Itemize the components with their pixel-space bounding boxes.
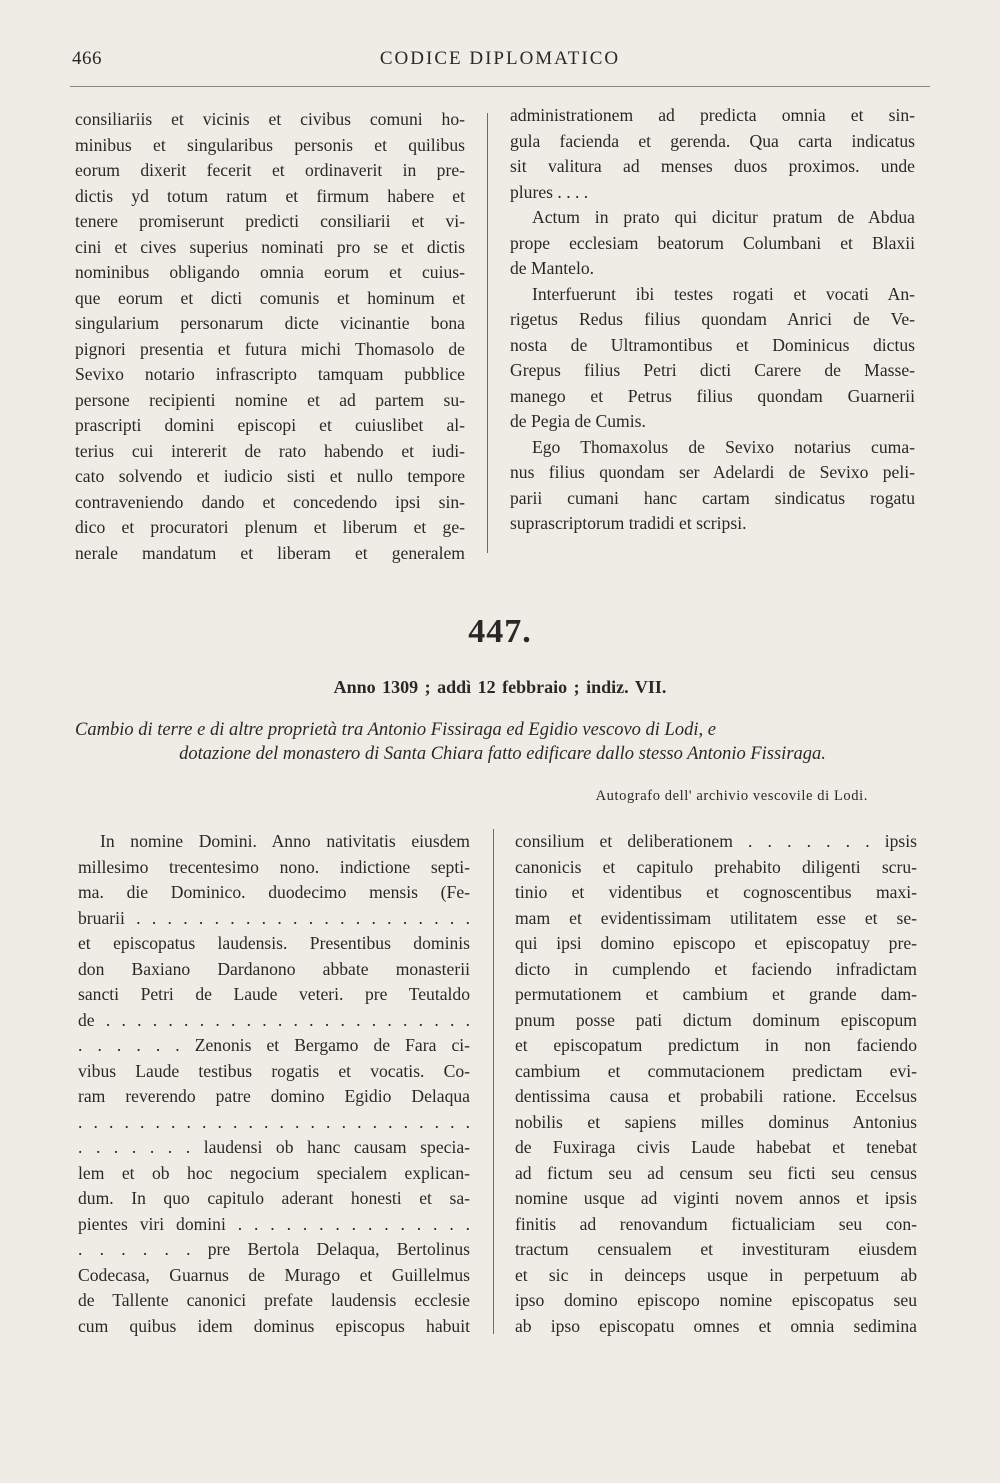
document-number: 447. (468, 613, 532, 650)
text-line: plures . . . . (510, 181, 589, 202)
document-summary (75, 718, 930, 766)
text-line: rigetus Redus filius quondam Anrici de Ve- (510, 309, 915, 329)
text-line: bruarii . . . . . . . . . . . . . . . . . . . . . . (78, 907, 470, 928)
text-line: . . . . . . pre Bertola Delaqua, Bertolinus (78, 1239, 470, 1259)
bottom-left-column (78, 829, 470, 1339)
text-line: dum. In quo capitulo aderant honesti et sa- (78, 1188, 470, 1208)
text-line: suprascriptorum tradidi et scripsi. (510, 513, 747, 533)
top-right-column (510, 103, 915, 537)
text-line: nobilis et sapiens milles dominus Antonius (515, 1111, 917, 1132)
running-title: CODICE DIPLOMATICO (379, 48, 621, 69)
text-line: tenere promiserunt predicti consiliarii et vi- (75, 211, 465, 231)
text-line: Interfuerunt ibi testes rogati et vocati An- (532, 283, 915, 304)
text-line: administrationem ad predicta omnia et sin- (510, 105, 915, 125)
text-line: tinio et videntibus et cognoscentibus maxi- (515, 882, 917, 902)
text-line: et episcopatum predictum in non faciendo (515, 1035, 917, 1055)
text-line: pignori presentia et futura michi Thomasolo de (75, 338, 465, 359)
text-line: lem et ob hoc negocium specialem explican- (78, 1162, 470, 1183)
text-line: sancti Petri de Laude veteri. pre Teutaldo (78, 984, 470, 1004)
text-line: millesimo trecentesimo nono. indictione septi- (78, 856, 470, 877)
summary-line: Cambio di terre e di altre proprietà tra Antonio Fissiraga ed Egidio vescovo di Lodi, e (75, 720, 716, 740)
text-line: prope ecclesiam beatorum Columbani et Blaxii (510, 232, 915, 253)
text-line: et sic in deinceps usque in perpetuum ab (515, 1264, 917, 1285)
text-line: consilium et deliberationem . . . . . . . ipsis (515, 831, 917, 851)
text-line: pnum posse pati dictum dominum episcopum (515, 1009, 917, 1030)
text-line: don Baxiano Dardanono abbate monasterii (78, 958, 470, 979)
text-line: ab ipso episcopatu omnes et omnia sedimina (515, 1315, 917, 1336)
text-line: et episcopatus laudensis. Presentibus dominis (78, 933, 470, 953)
text-line: ma. die Dominico. duodecimo mensis (Fe- (78, 882, 470, 902)
text-line: nerale mandatum et liberam et generalem (75, 542, 465, 563)
text-line: cum quibus idem dominus episcopus habuit (78, 1315, 470, 1336)
text-line: mam et evidentissimam utilitatem esse et se- (515, 907, 917, 928)
text-line: nus filius quondam ser Adelardi de Sevixo peli- (510, 462, 915, 482)
text-line: ad fictum seu ad censum seu ficti seu census (515, 1162, 917, 1183)
text-line: persone recipienti nomine et ad partem su- (75, 389, 465, 410)
document-source: Autografo dell' archivio vescovile di Lodi. (595, 788, 868, 804)
text-line: de Fuxiraga civis Laude habebat et tenebat (515, 1137, 917, 1157)
text-line: Ego Thomaxolus de Sevixo notarius cuma- (532, 436, 915, 457)
column-divider (493, 829, 494, 1334)
text-line: de Pegia de Cumis. (510, 411, 646, 431)
text-line: cini et cives superius nominati pro se et dictis (75, 236, 465, 257)
text-line: pientes viri domini . . . . . . . . . . . . . . . (78, 1213, 470, 1234)
text-line: manego et Petrus filius quondam Guarnerii (510, 385, 915, 406)
text-line: tractum censualem et investituram eiusdem (515, 1239, 917, 1259)
text-line: de . . . . . . . . . . . . . . . . . . . . . . . . (78, 1009, 470, 1030)
text-line: que eorum et dicti comunis et hominum et (75, 287, 465, 308)
text-line: qui ipsi domino episcopo et episcopatuy pre- (515, 933, 917, 953)
text-line: . . . . . . . laudensi ob hanc causam specia- (78, 1137, 470, 1157)
text-line: In nomine Domini. Anno nativitatis eiusdem (100, 831, 470, 851)
text-line: canonicis et capitulo prehabito diligenti scru- (515, 856, 917, 877)
text-line: prascripti domini episcopi et cuiuslibet al- (75, 415, 465, 435)
text-line: finitis ad renovandum fictualiciam seu con- (515, 1213, 917, 1234)
text-line: cato solvendo et iudicio sisti et nullo tempore (75, 466, 465, 486)
text-line: sit valitura ad menses duos proximos. unde (510, 156, 915, 176)
text-line: Sevixo notario infrascripto tamquam pubblice (75, 364, 465, 384)
page-number: 466 (72, 48, 102, 69)
text-line: cambium et commutacionem predictam evi- (515, 1060, 917, 1081)
text-line: dico et procuratori plenum et liberum et ge- (75, 517, 465, 537)
text-line: gula facienda et gerenda. Qua carta indicatus (510, 130, 915, 151)
text-line: ipso domino episcopo nomine episcopatus seu (515, 1290, 917, 1310)
text-line: minibus et singularibus personis et quilibus (75, 134, 465, 155)
bottom-right-column (515, 829, 917, 1339)
text-line: . . . . . . Zenonis et Bergamo de Fara ci- (78, 1035, 470, 1055)
text-line: singularium personarum dicte vicinantie bona (75, 313, 465, 333)
text-line: ram reverendo patre domino Egidio Delaqua (78, 1086, 470, 1106)
text-line: de Mantelo. (510, 258, 595, 278)
text-line: . . . . . . . . . . . . . . . . . . . . . . . . . . (78, 1111, 470, 1132)
text-line: Actum in prato qui dicitur pratum de Abdua (532, 207, 915, 227)
text-line: dictis yd totum ratum et firmum habere et (75, 185, 465, 206)
text-line: terius cui intererit de rato habendo et iudi- (75, 440, 465, 461)
text-line: contraveniendo dando et concedendo ipsi sin- (75, 491, 465, 512)
text-line: nominibus obligando omnia eorum et cuius- (75, 262, 465, 282)
text-line: Codecasa, Guarnus de Murago et Guillelmus (78, 1264, 470, 1285)
text-line: dentissima causa et probabili ratione. Eccelsus (515, 1086, 917, 1106)
text-line: consiliariis et vicinis et civibus comuni ho- (75, 109, 465, 129)
text-line: Grepus filius Petri dicti Carere de Masse- (510, 360, 915, 380)
top-left-column (75, 107, 465, 566)
document-date: Anno 1309 ; addì 12 febbraio ; indiz. VII. (333, 677, 667, 697)
summary-line: dotazione del monastero di Santa Chiara fatto edificare dallo stesso Antonio Fissiraga. (179, 744, 826, 764)
text-line: permutationem et cambium et grande dam- (515, 984, 917, 1004)
text-line: eorum dixerit fecerit et ordinaverit in pre- (75, 160, 465, 180)
text-line: nosta de Ultramontibus et Dominicus dictus (510, 334, 915, 355)
text-line: de Tallente canonici prefate laudensis ecclesie (78, 1290, 470, 1310)
text-line: nomine usque ad viginti novem annos et ipsis (515, 1188, 917, 1208)
text-line: parii cumani hanc cartam sindicatus rogatu (510, 487, 915, 508)
text-line: vibus Laude testibus rogatis et vocatis. Co- (78, 1060, 470, 1081)
header-rule (70, 86, 930, 87)
column-divider (487, 113, 488, 553)
text-line: dicto in cumplendo et faciendo infradictam (515, 958, 917, 979)
